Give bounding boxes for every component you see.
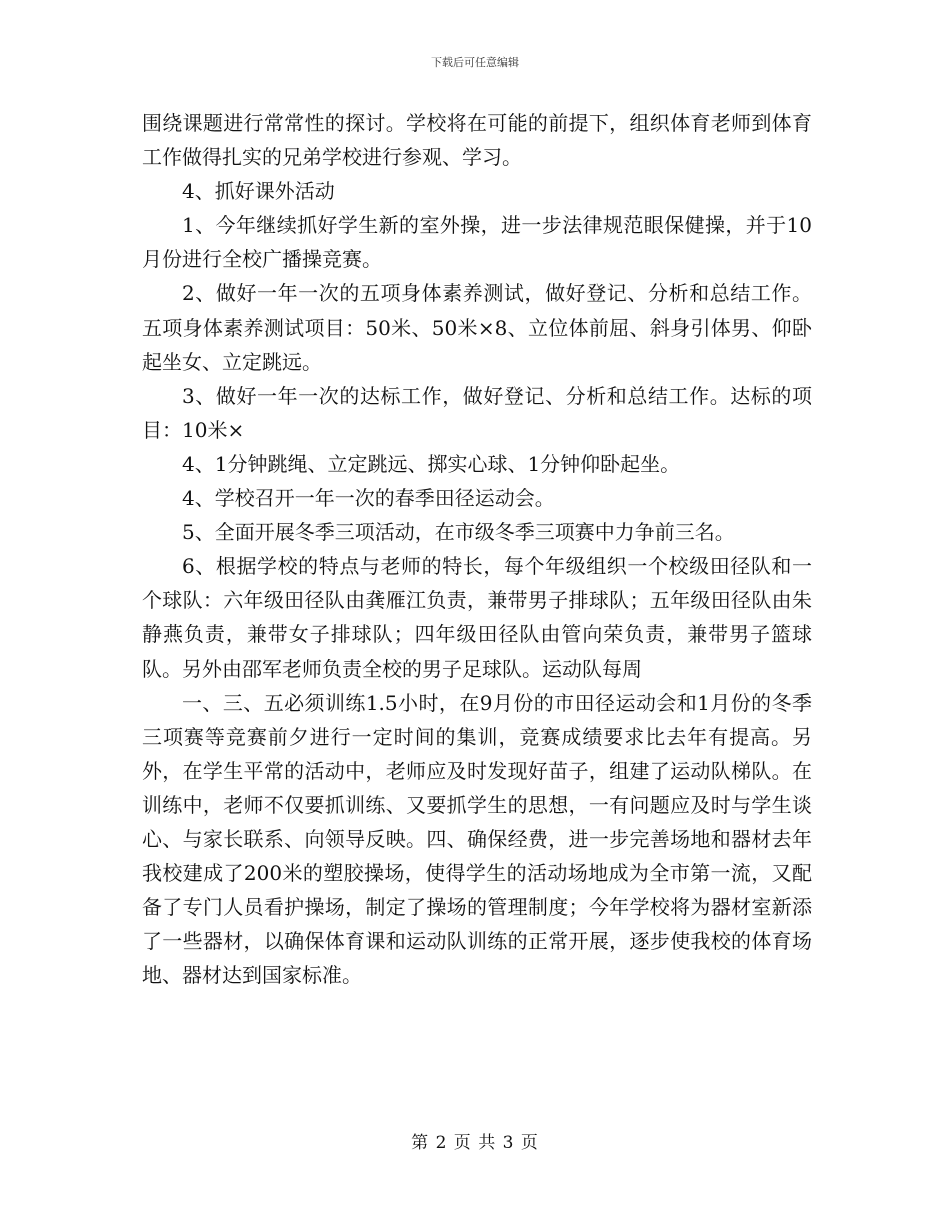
document-body — [142, 106, 812, 992]
paragraph: 5、全面开展冬季三项活动，在市级冬季三项赛中力争前三名。 — [182, 520, 735, 545]
paragraph: 6、根据学校的特点与老师的特长，每个年级组织一个校级田径队和一个球队：六年级田径队由龚雁江负责，兼带男子排球队；五年级田径队由朱静燕负责，兼带女子排球队；四年级田径队由管向荣负责，兼带男子篮球队。另外由邵军老师负责全校的男子足球队。运动队每周 — [142, 554, 812, 681]
paragraph: 4、抓好课外活动 — [182, 179, 335, 204]
paragraph: 3、做好一年一次的达标工作，做好登记、分析和总结工作。达标的项目：10米× — [142, 383, 812, 442]
paragraph: 4、1分钟跳绳、立定跳远、掷实心球、1分钟仰卧起坐。 — [182, 451, 681, 476]
paragraph: 4、学校召开一年一次的春季田径运动会。 — [182, 486, 555, 511]
paragraph: 1、今年继续抓好学生新的室外操，进一步法律规范眼保健操，并于10月份进行全校广播操竞赛。 — [142, 213, 812, 272]
paragraph: 2、做好一年一次的五项身体素养测试，做好登记、分析和总结工作。五项身体素养测试项目：50米、50米×8、立位体前屈、斜身引体男、仰卧起坐女、立定跳远。 — [142, 281, 812, 374]
page-footer: 第 2 页 共 3 页 — [411, 1133, 539, 1153]
paragraph: 一、三、五必须训练1.5小时，在9月份的市田径运动会和1月份的冬季三项赛等竞赛前夕进行一定时间的集训，竞赛成绩要求比去年有提高。另外，在学生平常的活动中，老师应及时发现好苗子，组建了运动队梯队。在训练中，老师不仅要抓训练、又要抓学生的思想，一有问题应及时与学生谈心、与家长联系、向领导反映。四、确保经费，进一步完善场地和器材去年我校建成了200米的塑胶操场，使得学生的活动场地成为全市第一流，又配备了专门人员看护操场，制定了操场的管理制度；今年学校将为器材室新添了一些器材，以确保体育课和运动队训练的正常开展，逐步使我校的体育场地、器材达到国家标准。 — [142, 690, 812, 988]
paragraph: 围绕课题进行常常性的探讨。学校将在可能的前提下，组织体育老师到体育工作做得扎实的兄弟学校进行参观、学习。 — [142, 111, 812, 170]
page-header: 下载后可任意编辑 — [431, 56, 519, 69]
